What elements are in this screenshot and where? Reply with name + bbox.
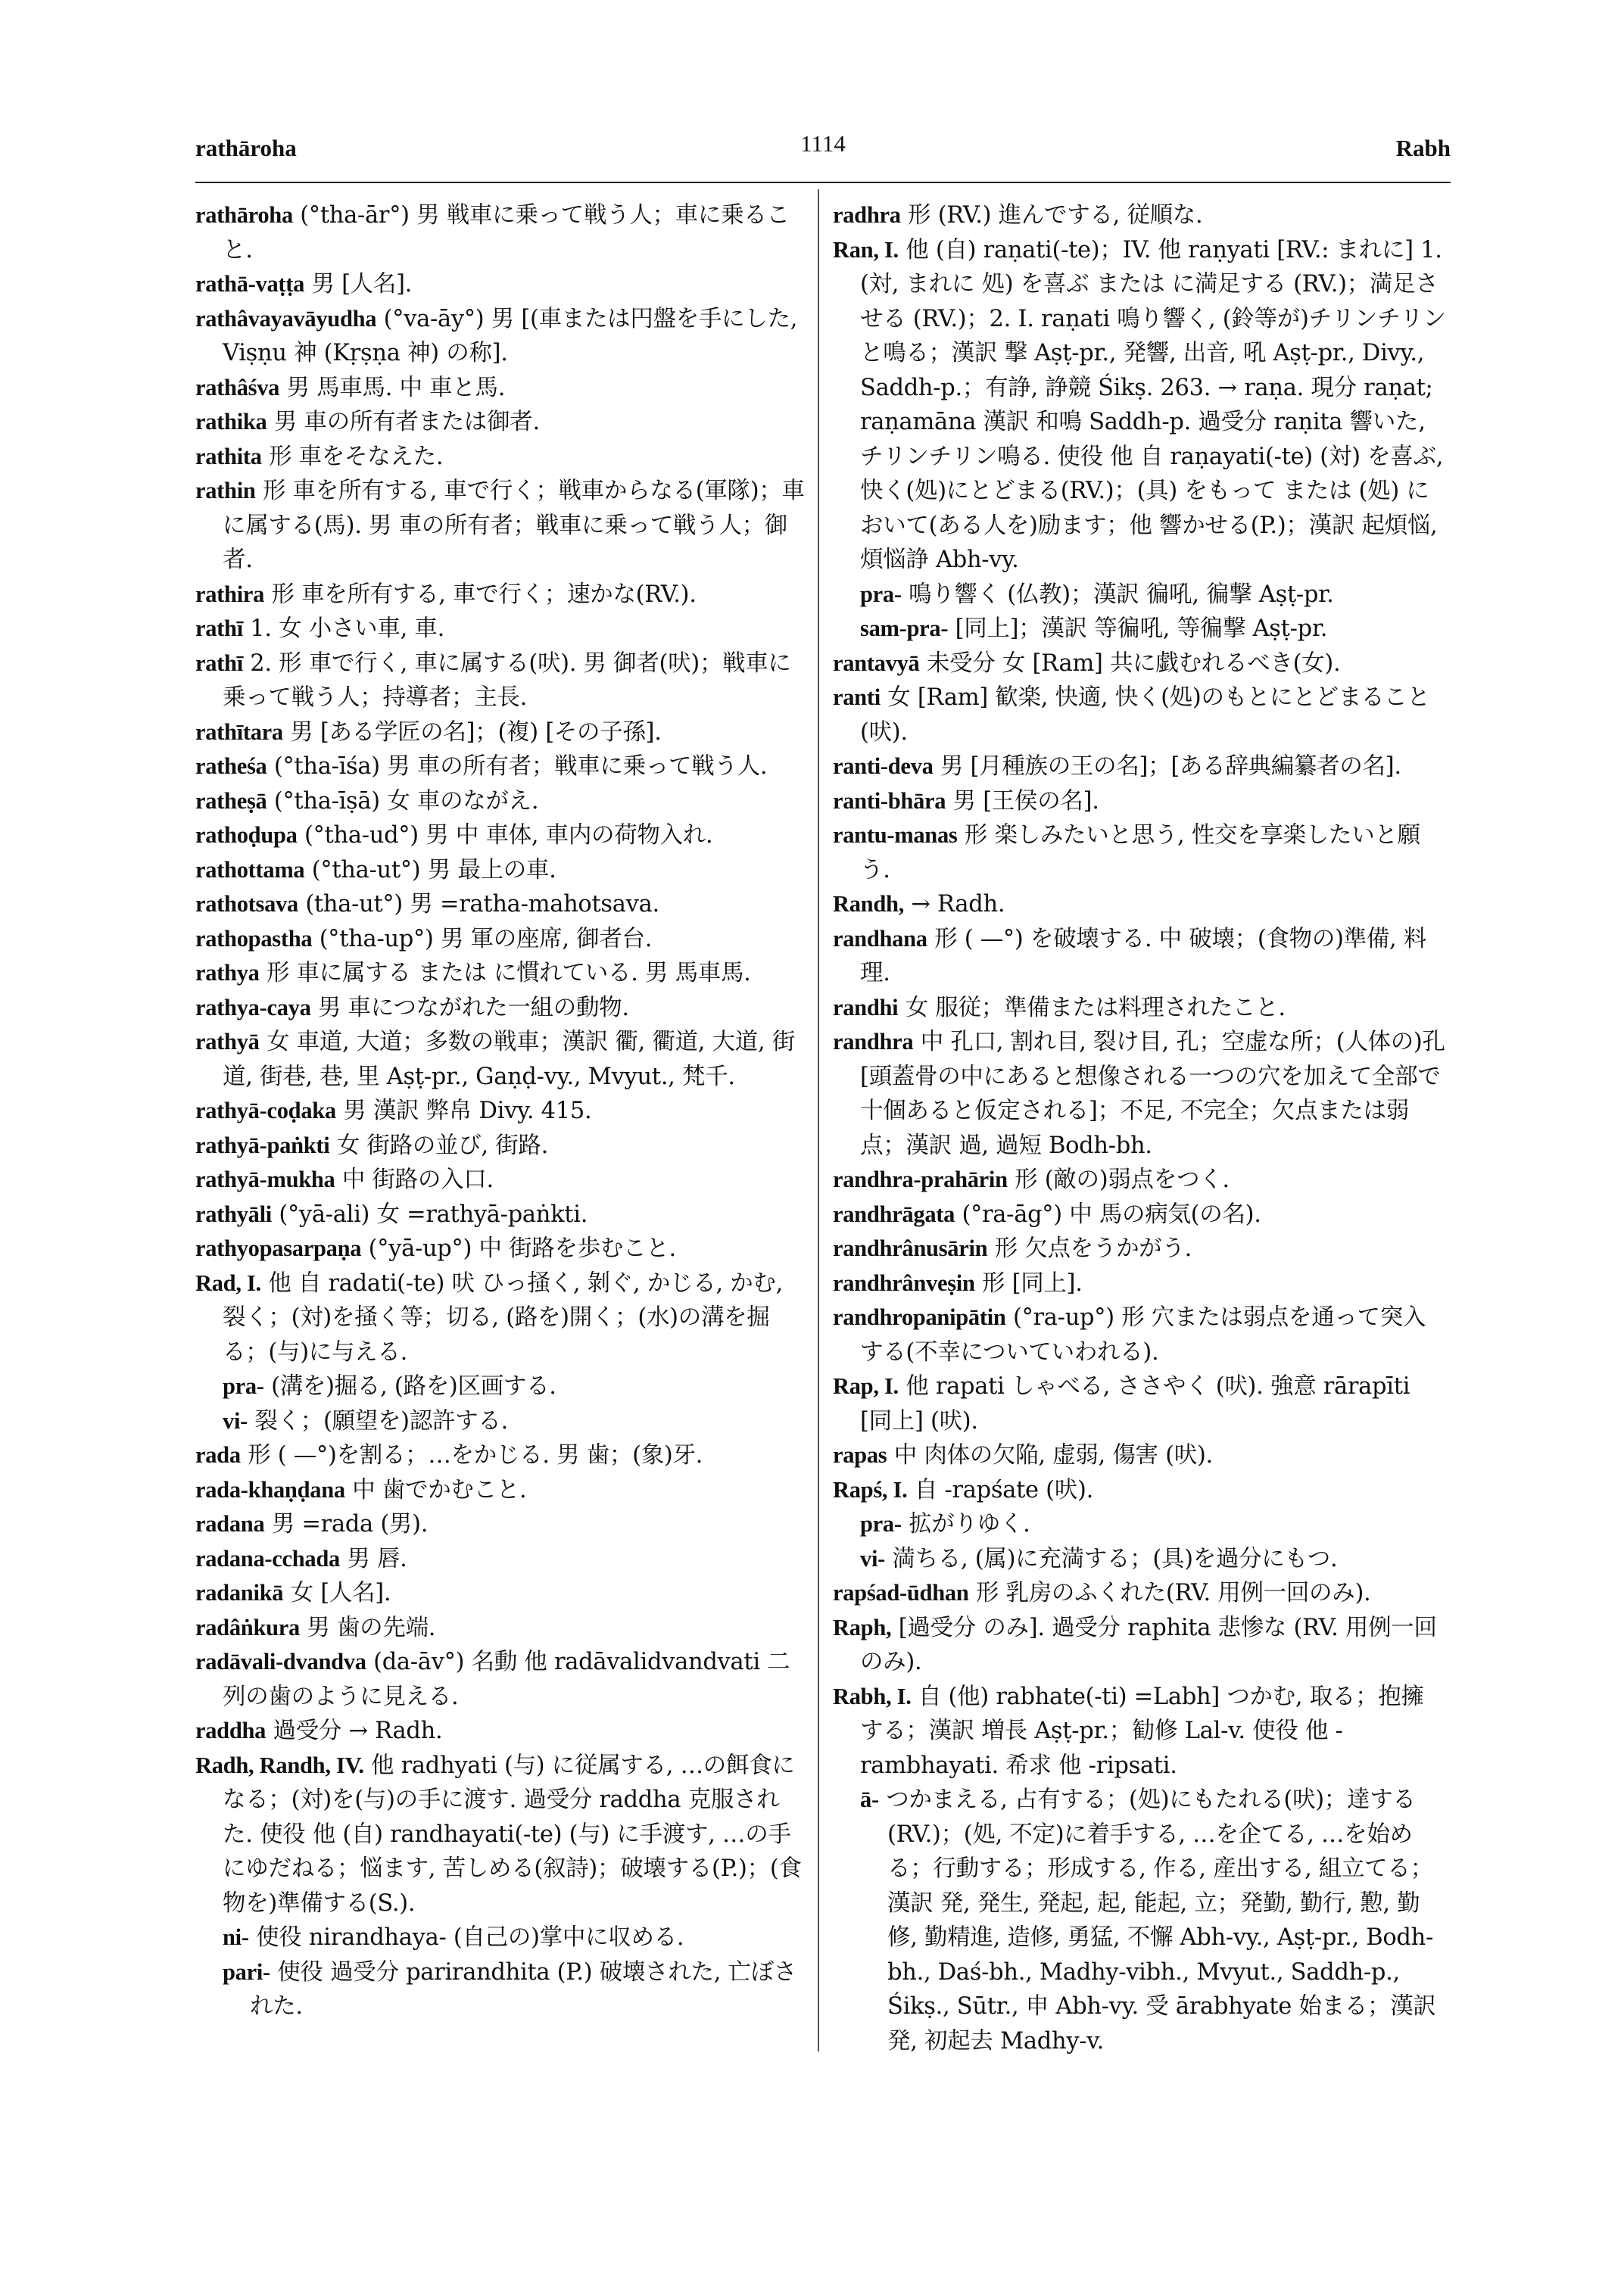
dictionary-entry: [195, 715, 809, 750]
definition: 形 ( —°) を破壊する. 中 破壊；(食物の)準備, 料理.: [860, 925, 1427, 986]
headword: rathita: [195, 443, 262, 469]
dictionary-entry: [195, 646, 809, 715]
headword: rathin: [195, 478, 256, 503]
headword: ranti-bhāra: [833, 787, 946, 814]
dictionary-entry: [195, 1473, 809, 1508]
dictionary-entry: [833, 1025, 1446, 1163]
dictionary-entry: [833, 1198, 1446, 1232]
definition: 形 (敵の)弱点をつく.: [1007, 1167, 1230, 1193]
dictionary-entry: [195, 1163, 809, 1198]
dictionary-entry: [195, 1025, 809, 1094]
dictionary-entry: [195, 749, 809, 784]
headword: radâṅkura: [195, 1614, 300, 1640]
sub-entry: [195, 1369, 809, 1404]
dictionary-entry: [195, 991, 809, 1026]
headword: rathoḍupa: [195, 822, 298, 848]
headword: rathā-vaṭṭa: [195, 271, 305, 297]
definition: つかまえる, 占有する；(処)にもたれる(吠)；達する (RV.)；(処, 不定)に着手する, …を企てる, …を始める；行動する；形成する, 作る, 産出する, 組立てる；漢訳 発, 発生, 発起, 起, 能起, 立；発勤, 勤行, 懃, 勤修, 勤精進, 造修, 勇猛, 不懈 Abh-vy., Aṣṭ-pr., Bodh-bh., Daś-bh., Madhy-vibh., Mvyut., Saddh-p., Śikṣ., Sūtr., 申 Abh-vy. 受 ārabhyate 始まる；漢訳 発, 初起去 Madhy-v.: [878, 1787, 1436, 2055]
definition: 拡がりゆく.: [901, 1511, 1030, 1537]
headword: rantu-manas: [833, 822, 958, 848]
headword: radhra: [833, 202, 901, 228]
headword: raddha: [195, 1718, 267, 1743]
dictionary-entry: [833, 1163, 1446, 1198]
dictionary-entry: [833, 991, 1446, 1026]
definition: (°tha-up°) 男 軍の座席, 御者台.: [312, 925, 653, 952]
headword: rathotsava: [195, 891, 298, 917]
header-rule: [195, 182, 1451, 183]
definition: 使役 過受分 parirandhita (P.) 破壊された, 亡ぼされた.: [250, 1958, 797, 2020]
dictionary-entry: [833, 1680, 1446, 1784]
dictionary-entry: [195, 198, 809, 267]
definition: 女 服従；準備または料理されたこと.: [898, 994, 1286, 1021]
dictionary-entry: [195, 784, 809, 819]
definition: 男 馬車馬. 中 車と馬.: [279, 374, 506, 401]
headword: rathottama: [195, 856, 305, 883]
dictionary-entry: [833, 1369, 1446, 1438]
definition: 女 [人名].: [283, 1580, 391, 1606]
headword: randhana: [833, 925, 927, 952]
definition: 中 肉体の欠陥, 虚弱, 傷害 (吠).: [887, 1442, 1213, 1469]
headword: randhrânusārin: [833, 1235, 988, 1261]
definition: 他 (自) raṇati(-te)；IV. 他 raṇyati [RV.: まれに] 1. (対, まれに 処) を喜ぶ または に満足する (RV.)；満足させる (RV.)；2. I. raṇati 鳴り響く, (鈴等が)チリンチリンと鳴る；漢訳 撃 Aṣṭ-pr., 発響, 出音, 吼 Aṣṭ-pr., Divy., Saddh-p.；有諍, 諍競 Śikṣ. 263. → raṇa. 現分 raṇat; raṇamāna 漢訳 和鳴 Saddh-p. 過受分 raṇita 響いた, チリンチリン鳴る. 使役 他 自 raṇayati(-te) (対) を喜ぶ, 快く(処)にとどまる(RV.)；(具) をもって または (処) において(ある人を)励ます；他 響かせる(P.)；漢訳 起煩悩, 煩悩諍 Abh-vy.: [860, 236, 1446, 573]
headword: Raph,: [833, 1614, 892, 1640]
sub-entry: [195, 1921, 809, 1955]
definition: 女 街路の並び, 街路.: [329, 1132, 549, 1159]
definition: 未受分 女 [Ram] 共に戯むれるべき(女).: [919, 650, 1341, 677]
dictionary-entry: [195, 1542, 809, 1577]
running-head-right: Rabh: [1395, 135, 1451, 161]
headword: pari-: [223, 1958, 270, 1985]
dictionary-entry: [195, 853, 809, 888]
headword: randhi: [833, 994, 899, 1020]
headword: randhra-prahārin: [833, 1167, 1008, 1192]
headword: Rad, I.: [195, 1270, 261, 1296]
definition: 使役 nirandhaya- (自己の)掌中に収める.: [248, 1924, 684, 1951]
definition: 自 (他) rabhate(-ti) =Labh] つかむ, 取る；抱擁する；漢訳 増長 Aṣṭ-pr.；勧修 Lal-v. 使役 他 -rambhayati. 希求 他 -ripsati.: [860, 1683, 1424, 1779]
dictionary-entry: [195, 612, 809, 646]
dictionary-entry: [195, 818, 809, 853]
definition: (da-āv°) 名動 他 radāvalidvandvati 二列の歯のように見える.: [223, 1649, 790, 1710]
dictionary-entry: [833, 1576, 1446, 1611]
definition: (°ra-āg°) 中 馬の病気(の名).: [955, 1201, 1261, 1228]
headword: rathopastha: [195, 925, 313, 952]
headword: rathītara: [195, 718, 283, 745]
page-header: [195, 130, 1451, 180]
dictionary-entry: [195, 1611, 809, 1646]
definition: 満ちる, (属)に充満する；(具)を過分にもつ.: [884, 1545, 1338, 1572]
headword: rathī: [195, 615, 243, 641]
dictionary-entry: [833, 233, 1446, 578]
definition: 形 (RV.) 進んでする, 従順な.: [900, 202, 1203, 229]
headword: sam-pra-: [860, 615, 949, 641]
dictionary-entry: [833, 198, 1446, 233]
dictionary-entry: [195, 1266, 809, 1370]
definition: (°tha-īṣā) 女 車のながえ.: [267, 787, 539, 815]
dictionary-entry: [195, 474, 809, 578]
definition: 形 乳房のふくれた(RV. 用例一回のみ).: [968, 1580, 1371, 1606]
headword: ratheśa: [195, 753, 267, 779]
dictionary-entry: [833, 1438, 1446, 1473]
dictionary-entry: [195, 1198, 809, 1232]
definition: 中 街路の入口.: [335, 1167, 494, 1193]
definition: 他 radhyati (与) に従属する, …の餌食になる；(対)を(与)の手に渡す. 過受分 raddha 克服された. 使役 他 (自) randhayati(-te) (与) に手渡す, …の手にゆだねる；悩ます, 苦しめる(叙詩)；破壊する(P.)；(食物を)準備する(S.).: [223, 1752, 802, 1917]
headword: ranti-deva: [833, 753, 934, 779]
definition: 男 =rada (男).: [264, 1511, 429, 1537]
sub-entry: [195, 1404, 809, 1439]
headword: rathyāli: [195, 1201, 272, 1227]
definition: 形 車を所有する, 車で行く；戦車からなる(軍隊)；車に属する(馬). 男 車の所有者；戦車に乗って戦う人；御者.: [223, 478, 805, 573]
dictionary-entry: [833, 681, 1446, 749]
dictionary-entry: [195, 1749, 809, 1921]
dictionary-entry: [195, 1714, 809, 1749]
definition: 男 車につながれた一組の動物.: [310, 994, 629, 1021]
definition: 2. 形 車で行く, 車に属する(吠). 男 御者(吠)；戦車に乗って戦う人；持導者；主長.: [223, 650, 791, 711]
dictionary-entry: [195, 1645, 809, 1714]
definition: 男 [王侯の名].: [946, 787, 1099, 815]
dictionary-entry: [195, 405, 809, 440]
definition: 男 車の所有者または御者.: [267, 409, 540, 435]
definition: (°yā-up°) 中 街路を歩むこと.: [361, 1235, 676, 1262]
definition: (°tha-īśa) 男 車の所有者；戦車に乗って戦う人.: [267, 753, 768, 780]
headword: randhrāgata: [833, 1201, 955, 1227]
dictionary-entry: [195, 887, 809, 922]
sub-entry: [195, 1955, 809, 2024]
headword: rathyopasarpaṇa: [195, 1235, 362, 1261]
headword: ranti: [833, 684, 881, 710]
headword: rathya-caya: [195, 994, 311, 1020]
dictionary-entry: [195, 1129, 809, 1164]
definition: (°tha-ud°) 男 中 車体, 車内の荷物入れ.: [297, 822, 713, 849]
dictionary-entry: [195, 267, 809, 302]
definition: (°va-āy°) 男 [(車または円盤を手にした, Viṣṇu 神 (Kṛṣṇa 神) の称].: [223, 305, 798, 366]
definition: 他 rapati しゃべる, ささやく (吠). 強意 rārapīti [同上] (吠).: [860, 1373, 1410, 1435]
definition: 形 楽しみたいと思う, 性交を享楽したいと願う.: [860, 822, 1420, 883]
headword: ni-: [223, 1924, 249, 1950]
dictionary-entry: [195, 440, 809, 475]
dictionary-entry: [195, 956, 809, 991]
definition: [同上]；漢訳 等徧吼, 等徧撃 Aṣṭ-pr.: [948, 615, 1328, 642]
dictionary-entry: [195, 371, 809, 406]
dictionary-entry: [833, 646, 1446, 681]
definition: 男 [人名].: [304, 271, 413, 298]
headword: rada-khaṇḍana: [195, 1476, 345, 1503]
sub-entry: [833, 1783, 1446, 2058]
definition: (°tha-ār°) 男 戦車に乗って戦う人；車に乗ること.: [223, 202, 790, 263]
definition: 他 自 radati(-te) 吠 ひっ掻く, 剝ぐ, かじる, かむ, 裂く；(対)を掻く等；切る, (路を)開く；(水)の溝を掘る；(与)に与える.: [223, 1270, 784, 1366]
headword: Rabh, I.: [833, 1683, 912, 1709]
dictionary-entry: [833, 1232, 1446, 1266]
definition: 自 -rapśate (吠).: [907, 1476, 1093, 1503]
running-head-left: rathāroha: [195, 135, 297, 161]
headword: rathāroha: [195, 202, 293, 228]
headword: rada: [195, 1442, 241, 1468]
dictionary-entry: [195, 922, 809, 957]
definition: 男 唇.: [339, 1545, 407, 1572]
definition: 形 車をそなえた.: [261, 443, 444, 470]
headword: radanikā: [195, 1580, 284, 1606]
dictionary-entry: [195, 1438, 809, 1473]
left-column: [195, 198, 809, 2024]
dictionary-entry: [833, 1611, 1446, 1680]
headword: rapśad-ūdhan: [833, 1580, 969, 1606]
headword: ā-: [860, 1787, 879, 1812]
headword: rapas: [833, 1442, 887, 1468]
dictionary-entry: [195, 1507, 809, 1542]
definition: 形 [同上].: [974, 1270, 1083, 1297]
sub-entry: [833, 1507, 1446, 1542]
definition: 1. 女 小さい車, 車.: [242, 615, 444, 642]
headword: Rap, I.: [833, 1373, 899, 1399]
definition: 過受分 → Radh.: [266, 1718, 443, 1744]
definition: 女 車道, 大道；多数の戦車；漢訳 衢, 衢道, 大道, 街道, 街巷, 巷, 里 Aṣṭ-pr., Gaṇḍ-vy., Mvyut., 梵千.: [223, 1029, 795, 1090]
definition: (tha-ut°) 男 =ratha-mahotsava.: [298, 891, 659, 918]
definition: 形 ( —°)を割る；…をかじる. 男 歯；(象)牙.: [240, 1442, 703, 1469]
definition: 裂く；(願望を)認許する.: [247, 1407, 508, 1435]
headword: radana: [195, 1511, 265, 1537]
dictionary-entry: [195, 1094, 809, 1129]
definition: 男 [月種族の王の名]；[ある辞典編纂者の名].: [933, 753, 1401, 780]
sub-entry: [833, 1542, 1446, 1577]
definition: 男 [ある学匠の名]；(複) [その子孫].: [282, 718, 662, 746]
definition: 男 漢訳 弊帛 Divy. 415.: [335, 1098, 592, 1124]
headword: rathyā: [195, 1029, 260, 1055]
definition: (°yā-ali) 女 =rathyā-paṅkti.: [271, 1201, 588, 1228]
headword: rathyā-paṅkti: [195, 1132, 330, 1158]
definition: 男 歯の先端.: [299, 1614, 436, 1641]
definition: → Radh.: [904, 891, 1005, 918]
headword: vi-: [223, 1407, 248, 1434]
dictionary-entry: [195, 1576, 809, 1611]
headword: randhra: [833, 1029, 914, 1055]
headword: rathī: [195, 650, 243, 676]
definition: (°ra-up°) 形 穴または弱点を通って突入する(不幸についていわれる).: [860, 1304, 1426, 1366]
headword: radāvali-dvandva: [195, 1649, 366, 1675]
headword: ratheṣā: [195, 787, 267, 814]
headword: Ran, I.: [833, 236, 899, 263]
headword: rathika: [195, 409, 267, 435]
headword: Rapś, I.: [833, 1476, 908, 1503]
definition: (溝を)掘る, (路を)区画する.: [263, 1373, 556, 1400]
headword: pra-: [223, 1373, 264, 1399]
dictionary-entry: [833, 818, 1446, 887]
definition: 形 車を所有する, 車で行く；速かな(RV.).: [264, 581, 697, 608]
headword: randhrânveṣin: [833, 1270, 975, 1296]
dictionary-entry: [833, 1473, 1446, 1508]
dictionary-entry: [195, 578, 809, 612]
dictionary-entry: [833, 887, 1446, 922]
headword: pra-: [860, 581, 902, 607]
dictionary-entry: [833, 922, 1446, 991]
headword: randhropanipātin: [833, 1304, 1006, 1330]
definition: 中 孔口, 割れ目, 裂け目, 孔；空虚な所；(人体の)孔 [頭蓋骨の中にあると想像される一つの穴を加えて全部で十個あると仮定される]；不足, 不完全；欠点または弱点；漢訳 過, 過短 Bodh-bh.: [860, 1029, 1445, 1159]
dictionary-entry: [833, 784, 1446, 819]
page-number: 1114: [800, 130, 846, 157]
sub-entry: [833, 612, 1446, 646]
dictionary-entry: [833, 749, 1446, 784]
headword: vi-: [860, 1545, 885, 1572]
headword: radana-cchada: [195, 1545, 340, 1572]
headword: rathya: [195, 960, 260, 986]
column-divider: [818, 189, 819, 2052]
headword: pra-: [860, 1511, 902, 1537]
dictionary-entry: [833, 1301, 1446, 1369]
headword: rathyā-mukha: [195, 1167, 335, 1192]
headword: rathâvayavāyudha: [195, 305, 377, 332]
dictionary-entry: [833, 1266, 1446, 1301]
sub-entry: [833, 578, 1446, 612]
definition: 形 車に属する または に慣れている. 男 馬車馬.: [259, 960, 751, 986]
headword: Randh,: [833, 891, 904, 917]
headword: Radh, Randh, IV.: [195, 1752, 364, 1778]
definition: [過受分 のみ]. 過受分 raphita 悲惨な (RV. 用例一回のみ).: [860, 1614, 1437, 1675]
headword: rantavyā: [833, 650, 920, 676]
right-column: [833, 198, 1446, 2058]
headword: rathâśva: [195, 374, 280, 400]
definition: 中 歯でかむこと.: [344, 1476, 527, 1503]
definition: 女 [Ram] 歓楽, 快適, 快く(処)のもとにとどまること(吠).: [860, 684, 1430, 746]
definition: 鳴り響く (仏教)；漢訳 徧吼, 徧撃 Aṣṭ-pr.: [901, 581, 1334, 608]
headword: rathira: [195, 581, 265, 607]
dictionary-entry: [195, 1232, 809, 1266]
headword: rathyā-coḍaka: [195, 1098, 336, 1123]
dictionary-entry: [195, 302, 809, 371]
definition: 形 欠点をうかがう.: [987, 1235, 1192, 1262]
definition: (°tha-ut°) 男 最上の車.: [304, 856, 556, 883]
